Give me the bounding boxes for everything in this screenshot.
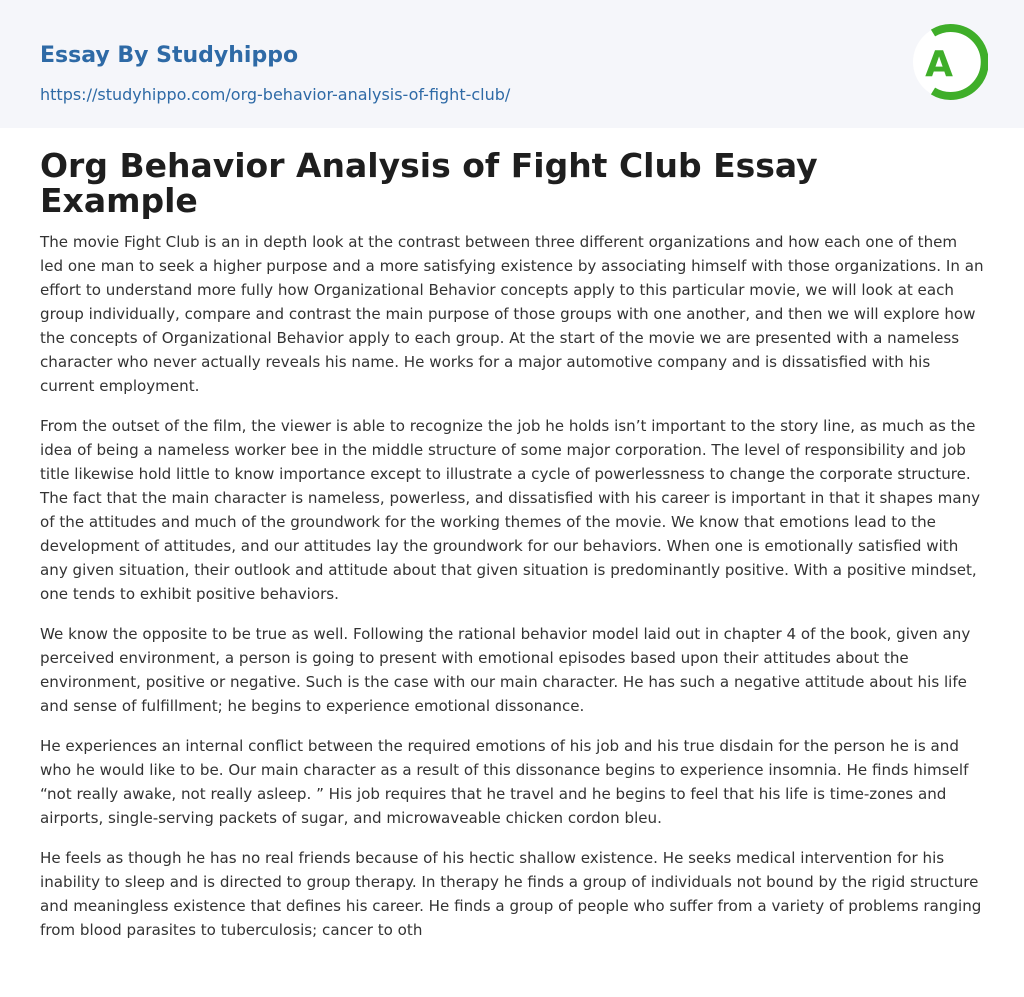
essay-paragraph: He experiences an internal conflict between the required emotions of his job and his true disdain for the person he is and who he would like to be. Our main character as a result of this dissonance begins to experience insomnia. He finds himself “not really awake, not really asleep. ” His job requires that he travel and he begins to feel that his life is time-zones and airports, single-serving packets of sugar, and microwaveable chicken cordon bleu. bbox=[40, 737, 969, 827]
essay-paragraph: We know the opposite to be true as well. Following the rational behavior model laid out in chapter 4 of the book, given any perceived environment, a person is going to present with emotional episodes based upon their attitudes about the environment, positive or negative. Such is the case with our main character. He has such a negative attitude about his life and sense of fulfillment; he begins to experience emotional dissonance. bbox=[40, 625, 971, 715]
essay-paragraph: The movie Fight Club is an in depth look at the contrast between three different organizations and how each one of them led one man to seek a higher purpose and a more satisfying existence by associating himself with those organizations. In an effort to understand more fully how Organizational Behavior concepts apply to this particular movie, we will look at each group individually, compare and contrast the main purpose of those groups with one another, and then we will explore how the concepts of Organizational Behavior apply to each group. At the start of the movie we are presented with a nameless character who never actually reveals his name. He works for a major automotive company and is dissatisfied with his current employment. bbox=[40, 233, 984, 395]
essay-body bbox=[40, 230, 984, 958]
logo-letter: A bbox=[925, 44, 953, 85]
studyhippo-logo-icon[interactable] bbox=[912, 18, 988, 106]
essay-url-link[interactable]: https://studyhippo.com/org-behavior-analysis-of-fight-club/ bbox=[40, 85, 511, 104]
essay-paragraph: He feels as though he has no real friends because of his hectic shallow existence. He seeks medical intervention for his inability to sleep and is directed to group therapy. In therapy he finds a group of individuals not bound by the rigid structure and meaningless existence that defines his career. He finds a group of people who suffer from a variety of problems ranging from blood parasites to tuberculosis; cancer to oth bbox=[40, 849, 982, 939]
site-header bbox=[0, 0, 1024, 128]
essay-paragraph: From the outset of the film, the viewer is able to recognize the job he holds isn’t important to the story line, as much as the idea of being a nameless worker bee in the middle structure of some major corporation. The level of responsibility and job title likewise hold little to know importance except to illustrate a cycle of powerlessness to change the corporate structure. The fact that the main character is nameless, powerless, and dissatisfied with his career is important in that it shapes many of the attitudes and much of the groundwork for the working themes of the movie. We know that emotions lead to the development of attitudes, and our attitudes lay the groundwork for our behaviors. When one is emotionally satisfied with any given situation, their outlook and attitude about that given situation is predominantly positive. With a positive mindset, one tends to exhibit positive behaviors. bbox=[40, 417, 981, 603]
site-brand[interactable]: Essay By Studyhippo bbox=[40, 43, 299, 68]
essay-title: Org Behavior Analysis of Fight Club Essay Example bbox=[40, 146, 818, 220]
